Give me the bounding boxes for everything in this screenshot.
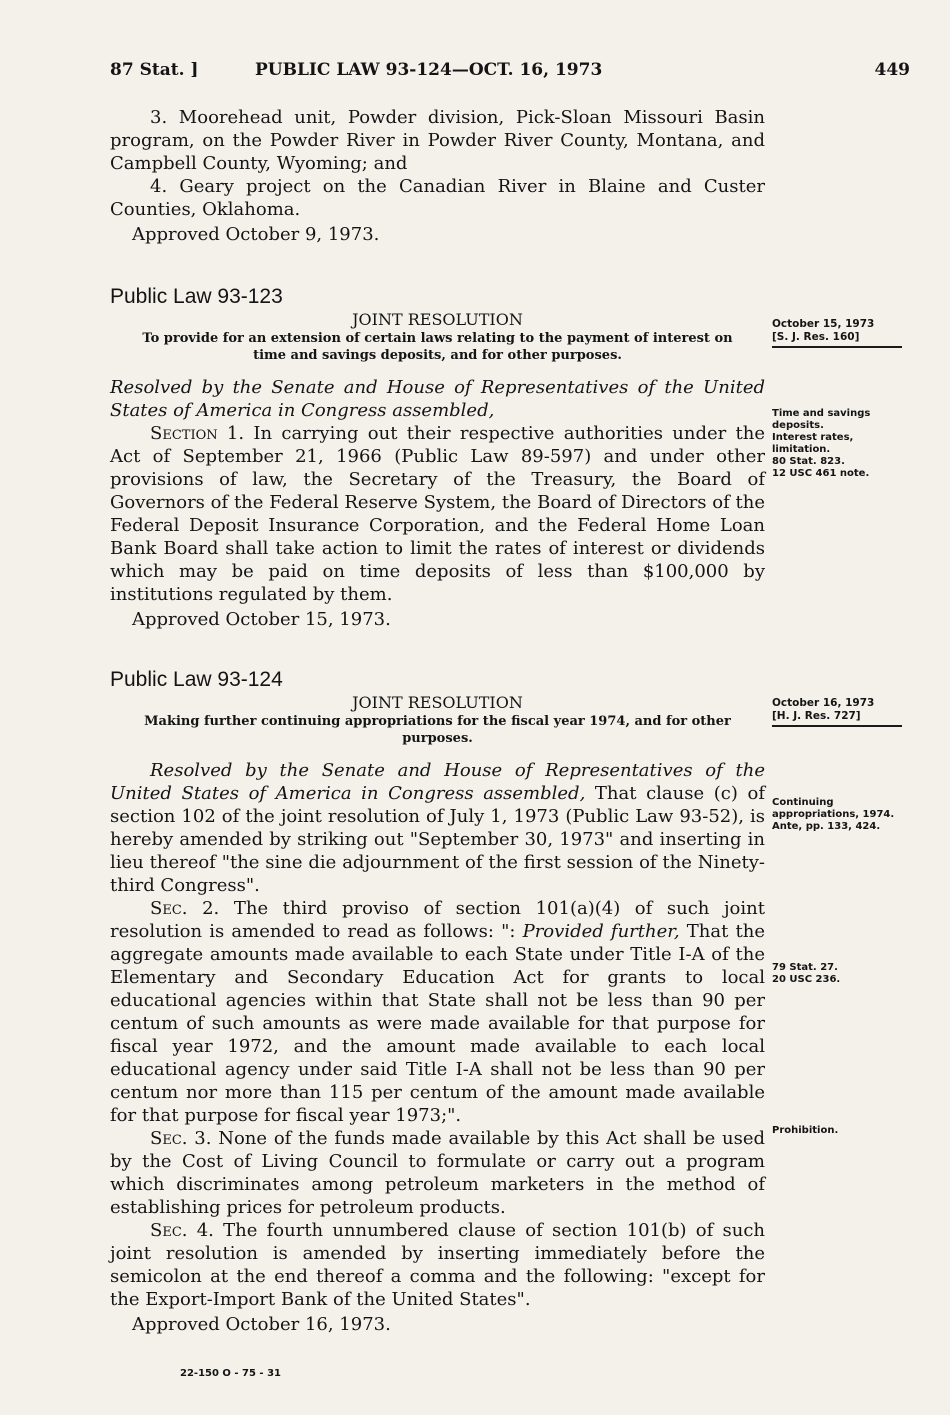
- project-item-4: 4. Geary project on the Canadian River in Blaine and Custer Counties, Oklahoma.: [110, 176, 765, 220]
- proviso-phrase: Provided further,: [522, 921, 680, 942]
- page-number: 449: [874, 60, 910, 80]
- section-label: Sec. 2.: [150, 898, 220, 919]
- statute-volume: 87 Stat. ]: [110, 60, 199, 80]
- margin-line: 12 USC 461 note.: [772, 468, 870, 479]
- law-title-93-124: Public Law 93-124: [110, 668, 283, 691]
- section-text: In carrying out their respective authorities under the Act of September 21, 1966 (Public Law 89-597) and under other provisions of law, the Secretary of the Treasury, the Board of Governors of the Federal Reserve System, the Board of Directors of the Federal Deposit Insurance Corporation, and the Federal Home Loan Bank Board shall take action to limit the rates of interest or dividends which may be paid on time deposits of less than $100,000 by institutions regulated by them.: [110, 423, 765, 605]
- section-text-a: The third proviso of section 101(a)(4) of such joint resolution is amended to read as follows: ":: [110, 898, 765, 942]
- law-purpose: To provide for an extension of certain laws relating to the payment of interest on time and savings deposits, and for other purposes.: [142, 331, 733, 363]
- section-text-b: That the aggregate amounts made available to each State under Title I-A of the Elementary and Secondary Education Act for grants to local educational agencies within that State shall not be less than 90 per centum of such amounts as were made available for that purpose for fiscal year 1972, and the amount made available to each local educational agency under said Title I-A shall not be less than 90 per centum nor more than 115 per centum of the amount made available for that purpose for fiscal year 1973;".: [110, 921, 765, 1126]
- margin-line: 20 USC 236.: [772, 974, 841, 985]
- law-purpose: Making further continuing appropriations for the fiscal year 1974, and for other purposes.: [144, 714, 731, 746]
- section-text: The fourth unnumbered clause of section 101(b) of such joint resolution is amended by inserting immediately before the semicolon at the end thereof a comma and the following: "except for the Export-Import Bank of the United States".: [110, 1220, 765, 1310]
- enacting-clause: [110, 376, 765, 422]
- margin-line: 79 Stat. 27.: [772, 962, 838, 973]
- margin-ref: [H. J. Res. 727]: [772, 710, 861, 722]
- margin-rule: [772, 346, 902, 348]
- margin-note-deposits: [772, 408, 912, 480]
- print-code: 22-150 O - 75 - 31: [180, 1368, 281, 1379]
- section-3: [110, 1127, 765, 1219]
- margin-note-appropriations: [772, 797, 912, 833]
- margin-line: Interest rates, limitation.: [772, 432, 854, 455]
- resolved-clause: Resolved by the Senate and House of Representatives of the United States of America in Congress assembled,: [110, 760, 765, 804]
- resolved-clause: Resolved by the Senate and House of Representatives of the United States of America in Congress assembled,: [110, 377, 765, 421]
- margin-note-prohibition: [772, 1125, 912, 1137]
- section-4: [110, 1219, 765, 1311]
- margin-note-date-1: [772, 318, 912, 348]
- margin-ref: [S. J. Res. 160]: [772, 331, 860, 343]
- margin-date: October 16, 1973: [772, 697, 875, 709]
- joint-resolution-heading: JOINT RESOLUTION: [352, 693, 523, 712]
- margin-line: 80 Stat. 823.: [772, 456, 845, 467]
- section-text: None of the funds made available by this Act shall be used by the Cost of Living Council to formulate or carry out a program which discriminates among petroleum marketers in the method of establishing prices for petroleum products.: [110, 1128, 765, 1218]
- approval-date-1: Approved October 9, 1973.: [132, 224, 380, 245]
- section-label: Section 1.: [150, 423, 245, 444]
- section-1: [110, 422, 765, 606]
- resolved-text: That clause (c) of section 102 of the joint resolution of July 1, 1973 (Public Law 93-52), is hereby amended by striking out "September 30, 1973" and inserting in lieu thereof "the sine die adjournment of the first session of the Ninety-third Congress".: [110, 783, 765, 896]
- joint-resolution-heading: JOINT RESOLUTION: [352, 310, 523, 329]
- previous-law-continuation: [110, 106, 765, 246]
- page-header: [110, 60, 910, 86]
- margin-date: October 15, 1973: [772, 318, 875, 330]
- enacting-clause: [110, 759, 765, 897]
- running-title: PUBLIC LAW 93-124—OCT. 16, 1973: [255, 60, 603, 80]
- approval-date-3: Approved October 16, 1973.: [132, 1314, 391, 1335]
- margin-line: Continuing appropriations, 1974.: [772, 797, 895, 820]
- section-2: [110, 897, 765, 1127]
- approval-date-2: Approved October 15, 1973.: [132, 609, 391, 630]
- section-label: Sec. 3.: [150, 1128, 212, 1149]
- margin-note-date-2: [772, 697, 912, 727]
- project-item-3: 3. Moorehead unit, Powder division, Pick-Sloan Missouri Basin program, on the Powder River in Powder River County, Montana, and Campbell County, Wyoming; and: [110, 107, 765, 174]
- margin-line: Ante, pp. 133, 424.: [772, 821, 881, 832]
- public-law-93-124: [110, 667, 765, 1336]
- margin-rule: [772, 725, 902, 727]
- margin-line: Prohibition.: [772, 1125, 839, 1136]
- margin-note-statute: [772, 962, 912, 986]
- margin-line: Time and savings deposits.: [772, 408, 871, 431]
- public-law-93-123: [110, 284, 765, 631]
- law-title-93-123: Public Law 93-123: [110, 285, 283, 308]
- section-label: Sec. 4.: [150, 1220, 214, 1241]
